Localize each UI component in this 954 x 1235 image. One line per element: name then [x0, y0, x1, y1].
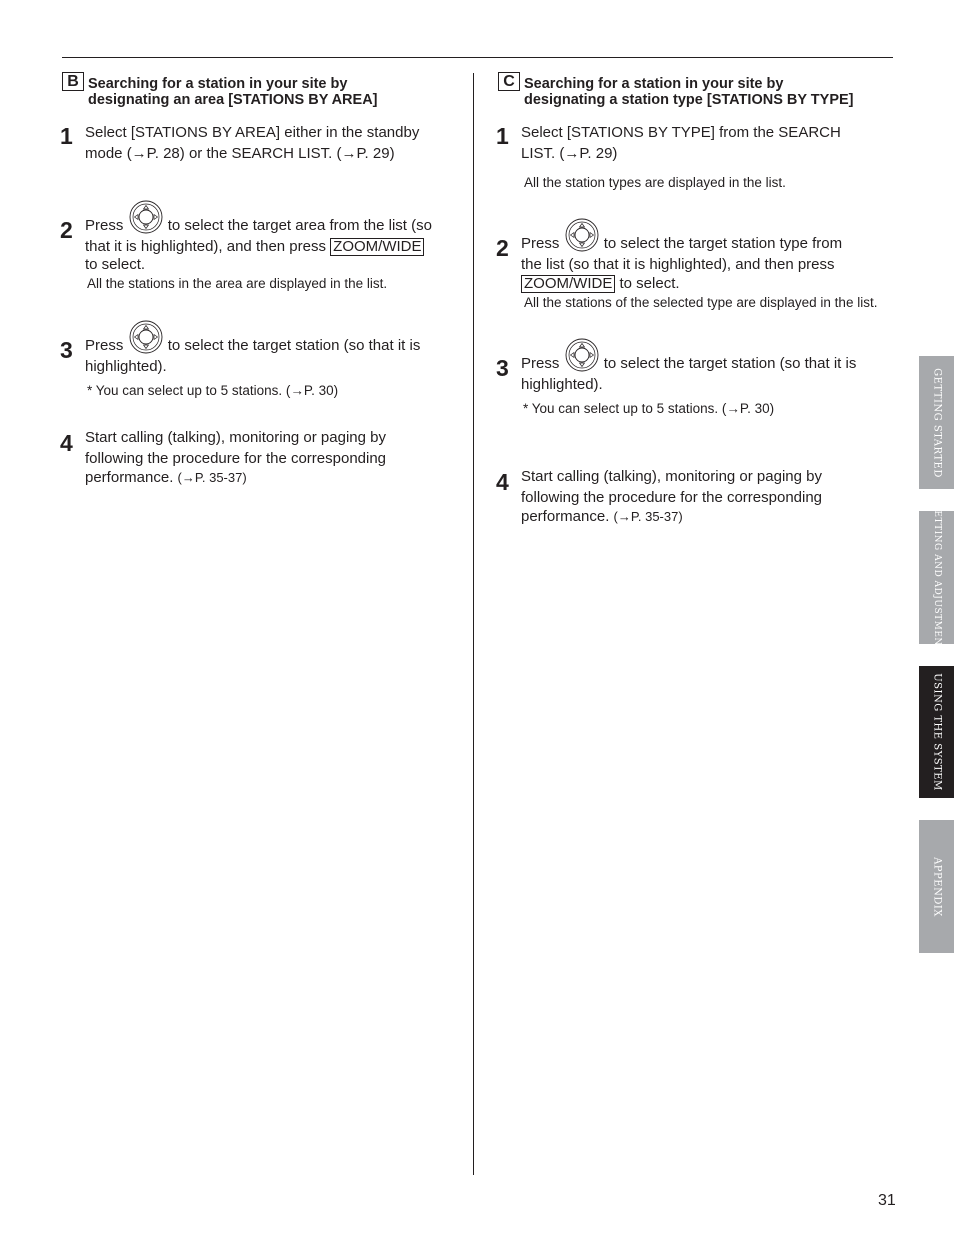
step-number: 2: [60, 217, 73, 243]
step-text: Start calling (talking), monitoring or paging by following the procedure for the corresponding performance. (→P. 35-37): [85, 429, 387, 486]
step-text: Press to select the target area from the list (so that it is highlighted), and then press ZOOM/WIDE to select.: [85, 200, 432, 273]
section-c-letter: C: [498, 72, 520, 91]
section-c-title: Searching for a station in your site by designating a station type [STATIONS BY TYPE]: [524, 76, 854, 108]
step-note: All the stations of the selected type are displayed in the list.: [524, 295, 878, 310]
joystick-icon: [565, 338, 599, 372]
page-number: 31: [878, 1192, 896, 1209]
zoom-wide-key: ZOOM/WIDE: [521, 275, 615, 293]
section-b: [60, 72, 457, 486]
side-tab-setting-and-adjustment[interactable]: SETTING AND ADJUSTMENT: [919, 511, 954, 644]
step-note: * You can select up to 5 stations. (→P. 30): [87, 383, 339, 398]
step-text: Select [STATIONS BY TYPE] from the SEARCH LIST. (→P. 29): [521, 124, 841, 162]
side-tab-appendix[interactable]: APPENDIX: [919, 820, 954, 953]
side-tab-getting-started[interactable]: GETTING STARTED: [919, 356, 954, 489]
section-b-title: Searching for a station in your site by designating an area [STATIONS BY AREA]: [88, 76, 378, 108]
step-number: 3: [496, 355, 509, 381]
step-number: 4: [496, 469, 509, 495]
joystick-icon: [129, 320, 163, 354]
joystick-icon: [129, 200, 163, 234]
step-text: Press to select the target station type from the list (so that it is highlighted), and then press ZOOM/WIDE to select.: [521, 218, 842, 293]
step-number: 2: [496, 235, 509, 261]
step-text: Press to select the target station (so that it is highlighted).: [521, 338, 856, 395]
step-note: All the station types are displayed in the list.: [524, 175, 786, 190]
column-divider: [473, 73, 474, 1175]
section-c: [496, 72, 898, 525]
step-text: Start calling (talking), monitoring or paging by following the procedure for the corresponding performance. (→P. 35-37): [521, 468, 823, 525]
step-number: 1: [496, 123, 509, 149]
step-text: Select [STATIONS BY AREA] either in the standby mode (→P. 28) or the SEARCH LIST. (→P. 29): [85, 124, 420, 162]
zoom-wide-key: ZOOM/WIDE: [330, 238, 424, 256]
step-number: 1: [60, 123, 73, 149]
side-tab-using-the-system[interactable]: USING THE SYSTEM: [919, 666, 954, 798]
section-b-header: [62, 72, 457, 122]
step-text: Press to select the target station (so that it is highlighted).: [85, 320, 420, 377]
section-c-header: [498, 72, 898, 122]
step-note: All the stations in the area are displayed in the list.: [87, 276, 388, 291]
step-note: * You can select up to 5 stations. (→P. 30): [523, 401, 775, 416]
step-number: 3: [60, 337, 73, 363]
step-number: 4: [60, 430, 73, 456]
joystick-icon: [565, 218, 599, 252]
section-b-letter: B: [62, 72, 84, 91]
top-rule: [62, 57, 893, 58]
